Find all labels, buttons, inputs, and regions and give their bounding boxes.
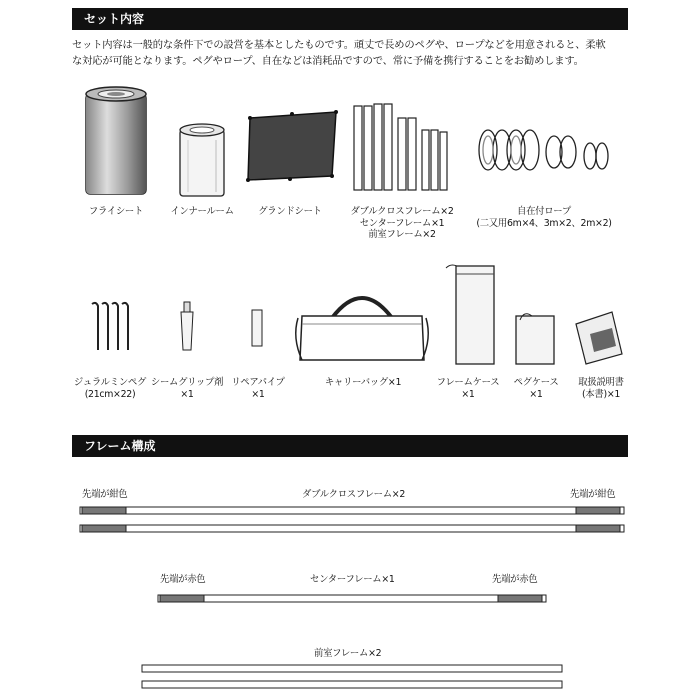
fly-sheet-label: フライシート <box>88 206 144 217</box>
rope-label <box>470 206 618 229</box>
peg-case-label <box>506 377 566 400</box>
double-cross-frame-label: ダブルクロスフレーム×2 <box>302 489 406 500</box>
front-room-frame-pole-1 <box>138 664 566 674</box>
frame-case-illustration <box>440 262 496 366</box>
tip-navy-left-label: 先端が紺色 <box>82 489 128 500</box>
repair-pipe-illustration <box>250 308 264 348</box>
peg-label-line-1: ジュラルミンペグ <box>73 377 147 388</box>
rope-label-line-2: (二又用6m×4、3m×2、2m×2) <box>476 217 612 229</box>
seam-grip-label <box>150 377 224 400</box>
peg-label <box>72 377 148 400</box>
frame-structure-title: フレーム構成 <box>84 439 156 453</box>
intro-line-1: セット内容は一般的な条件下での設営を基本としたものです。頑丈で長めのペグや、ロープなどを用意されると、柔軟 <box>72 39 606 51</box>
frame-case-label-line-1: フレームケース <box>436 377 500 388</box>
seam-grip-label-line-2: ×1 <box>180 388 194 400</box>
peg-case-label-line-1: ペグケース <box>513 377 559 388</box>
frames-label <box>340 206 464 241</box>
seam-grip-illustration <box>178 302 196 350</box>
front-room-frame-pole-2 <box>138 680 566 690</box>
manual-label-line-2: (本書)×1 <box>581 388 621 400</box>
ground-sheet-label: グランドシート <box>258 206 322 217</box>
tip-red-left-label: 先端が赤色 <box>160 574 206 585</box>
peg-case-illustration <box>512 310 558 366</box>
frame-case-label-line-2: ×1 <box>461 388 475 400</box>
inner-room-illustration <box>178 122 226 198</box>
seam-grip-label-line-1: シームグリップ剤 <box>150 377 224 388</box>
ground-sheet-illustration <box>244 106 340 186</box>
intro-text <box>72 37 632 69</box>
peg-case-label-line-2: ×1 <box>529 388 543 400</box>
double-cross-frame-pole-1 <box>76 506 628 516</box>
manual-label-line-1: 取扱説明書 <box>578 377 624 388</box>
frame-structure-header <box>72 435 628 457</box>
center-frame-pole <box>154 594 550 604</box>
frames-label-line-3: 前室フレーム×2 <box>368 229 436 240</box>
fly-sheet-illustration <box>80 86 152 198</box>
frames-label-line-2: センターフレーム×1 <box>359 217 445 229</box>
frames-illustration <box>350 100 460 194</box>
peg-label-line-2: (21cm×22) <box>84 388 136 400</box>
manual-label <box>570 377 632 400</box>
center-frame-label: センターフレーム×1 <box>310 574 395 585</box>
carry-bag-label: キャリーバッグ×1 <box>324 377 402 388</box>
tip-navy-right-label: 先端が紺色 <box>570 489 616 500</box>
intro-line-2: な対応が可能となります。ペグやロープ、自在などは消耗品ですので、常に予備を携行することをお勧めします。 <box>72 55 584 67</box>
set-contents-title: セット内容 <box>84 12 145 26</box>
double-cross-frame-pole-2 <box>76 524 628 534</box>
tip-red-right-label: 先端が赤色 <box>492 574 538 585</box>
manual-illustration <box>572 310 624 366</box>
carry-bag-illustration <box>292 284 432 366</box>
front-room-frame-label: 前室フレーム×2 <box>314 648 382 659</box>
frame-case-label <box>432 377 504 400</box>
frames-label-line-1: ダブルクロスフレーム×2 <box>350 206 454 217</box>
peg-illustration <box>88 300 132 354</box>
repair-pipe-label-line-2: ×1 <box>251 388 265 400</box>
inner-room-label: インナールーム <box>170 206 234 217</box>
repair-pipe-label-line-1: リペアパイプ <box>231 377 285 388</box>
set-contents-header <box>72 8 628 30</box>
repair-pipe-label <box>226 377 290 400</box>
rope-illustration <box>476 124 616 188</box>
rope-label-line-1: 自在付ロープ <box>517 206 571 217</box>
